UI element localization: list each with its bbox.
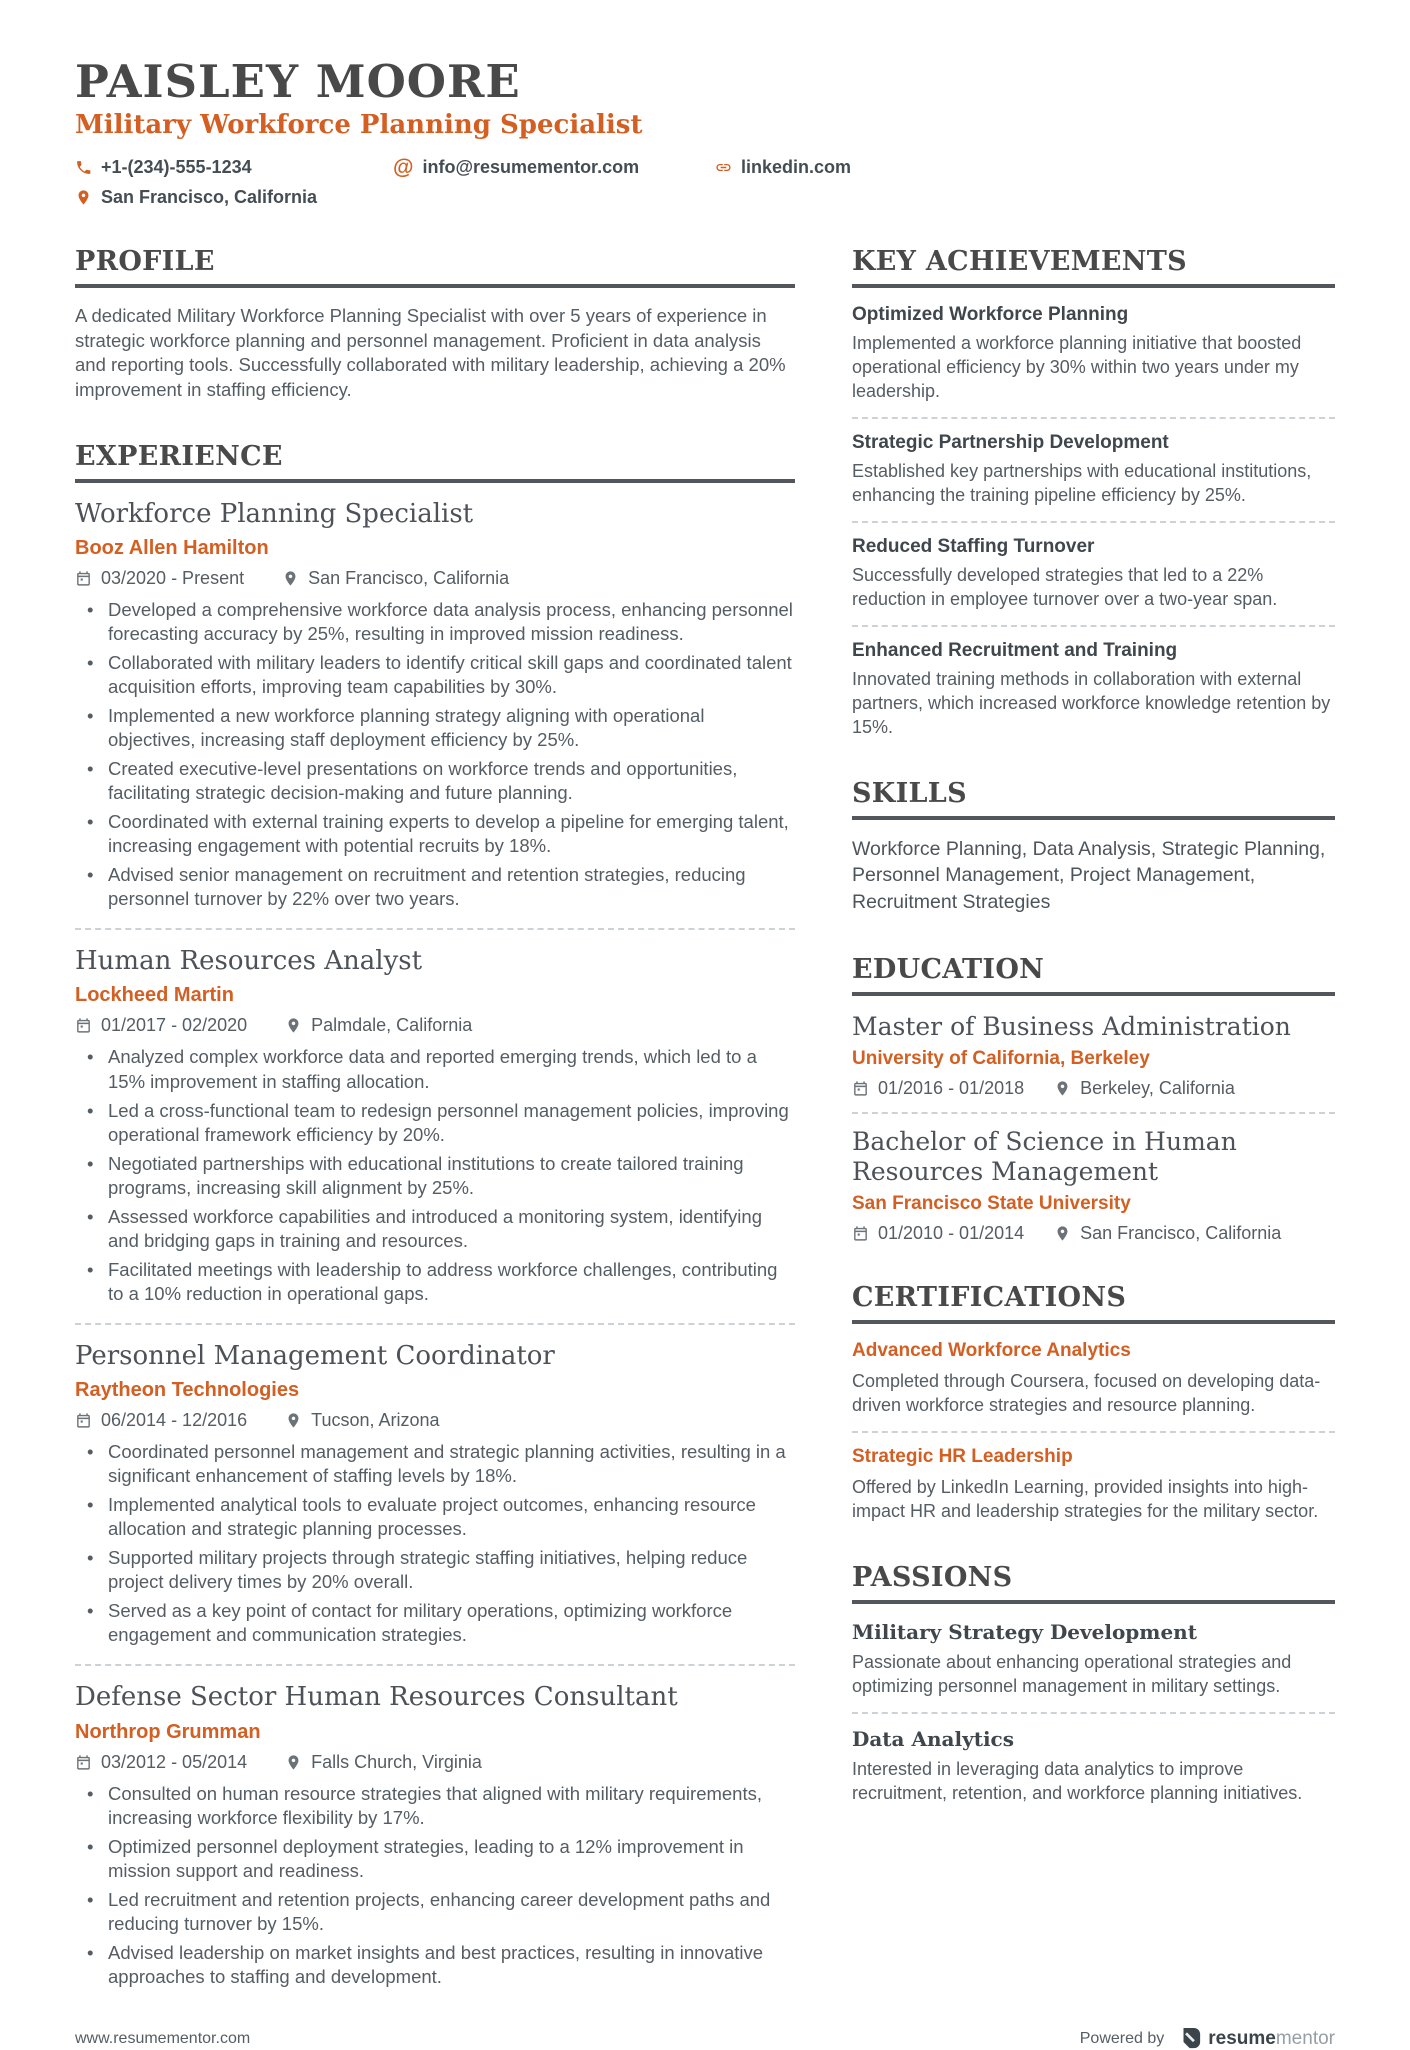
dashed-divider [852, 417, 1335, 419]
job-bullets [75, 1782, 795, 1989]
experience-entry [75, 1341, 795, 1648]
brand-logo[interactable] [1180, 2027, 1335, 2050]
profile-heading: PROFILE [75, 246, 795, 288]
passion-text: Interested in leveraging data analytics to improve recruitment, retention, and workforce planning initiatives. [852, 1758, 1303, 1803]
dashed-divider [75, 1323, 795, 1325]
calendar-icon [75, 570, 92, 587]
company-name: Booz Allen Hamilton [75, 536, 269, 559]
job-bullets [75, 598, 795, 912]
bullet-item: • Served as a key point of contact for military operations, optimizing workforce engagement and communication strategies. [75, 1599, 795, 1647]
bullet-item: • Implemented a new workforce planning strategy aligning with operational objectives, increasing staff deployment efficiency by 25%. [75, 704, 795, 752]
bullet-item: • Negotiated partnerships with educational institutions to create tailored training programs, increasing skill alignment by 25%. [75, 1152, 795, 1200]
location-pin-icon [285, 1017, 302, 1034]
bullet-item: • Consulted on human resource strategies that aligned with military requirements, increasing workforce flexibility by 17%. [75, 1782, 795, 1830]
job-location: Falls Church, Virginia [285, 1752, 482, 1773]
achievement-item [852, 536, 1335, 612]
achievement-title: Strategic Partnership Development [852, 431, 1169, 453]
dashed-divider [75, 928, 795, 930]
bullet-item: • Led a cross-functional team to redesign personnel management policies, improving operational framework efficiency by 20%. [75, 1099, 795, 1147]
bullet-item: • Implemented analytical tools to evaluate project outcomes, enhancing resource allocation and strategic planning processes. [75, 1493, 795, 1541]
school-name: San Francisco State University [852, 1193, 1131, 1215]
job-location: San Francisco, California [282, 568, 509, 589]
powered-by [1080, 2027, 1335, 2050]
bullet-item: • Advised leadership on market insights and best practices, resulting in innovative approaches to staffing and development. [75, 1941, 795, 1989]
experience-entry [75, 946, 795, 1306]
job-meta [75, 1752, 795, 1773]
location-pin-icon [1054, 1225, 1071, 1242]
job-dates: 03/2020 - Present [75, 568, 244, 589]
bullet-item: • Coordinated with external training experts to develop a pipeline for emerging talent, increasing engagement with potential recruits by 18%. [75, 810, 795, 858]
calendar-icon [852, 1080, 869, 1097]
achievement-item [852, 640, 1335, 740]
job-location: Tucson, Arizona [285, 1410, 439, 1431]
achievement-item [852, 432, 1335, 508]
profile-section [75, 246, 795, 402]
location-contact [75, 187, 1335, 208]
education-meta [852, 1223, 1335, 1244]
location-text: San Francisco, California [101, 187, 318, 208]
education-location: San Francisco, California [1054, 1223, 1281, 1244]
bullet-item: • Developed a comprehensive workforce data analysis process, enhancing personnel forecasting accuracy by 25%, resulting in improved mission readiness. [75, 598, 795, 646]
email-address: info@resumementor.com [422, 157, 640, 178]
certification-title: Strategic HR Leadership [852, 1446, 1073, 1468]
degree-title: Bachelor of Science in Human Resources Management [852, 1127, 1237, 1187]
achievement-title: Enhanced Recruitment and Training [852, 639, 1178, 661]
job-location: Palmdale, California [285, 1015, 472, 1036]
linkedin-text: linkedin.com [741, 157, 852, 178]
candidate-headline: Military Workforce Planning Specialist [75, 110, 643, 141]
bullet-item: • Assessed workforce capabilities and introduced a monitoring system, identifying and bridging gaps in training and resources. [75, 1205, 795, 1253]
brand-name-light: mentor [1275, 2027, 1335, 2049]
left-column [75, 246, 795, 2027]
candidate-name: PAISLEY MOORE [75, 55, 521, 108]
location-pin-icon [285, 1412, 302, 1429]
passion-item [852, 1620, 1335, 1699]
passion-title: Data Analytics [852, 1726, 1014, 1751]
dashed-divider [75, 1664, 795, 1666]
bullet-item: • Facilitated meetings with leadership to address workforce challenges, contributing to a 10% reduction in operational gaps. [75, 1258, 795, 1306]
achievement-text: Successfully developed strategies that led to a 22% reduction in employee turnover over a two-year span. [852, 564, 1278, 609]
certification-item [852, 1446, 1335, 1524]
company-name: Lockheed Martin [75, 984, 234, 1007]
certifications-section [852, 1282, 1335, 1524]
company-name: Northrop Grumman [75, 1720, 261, 1743]
dashed-divider [852, 625, 1335, 627]
linkedin-contact[interactable] [715, 157, 1335, 178]
skills-section [852, 778, 1335, 917]
brand-name-bold: resume [1208, 2027, 1276, 2049]
experience-heading: EXPERIENCE [75, 441, 795, 483]
header [75, 55, 1335, 208]
certifications-heading: CERTIFICATIONS [852, 1282, 1335, 1324]
school-name: University of California, Berkeley [852, 1048, 1150, 1070]
passions-heading: PASSIONS [852, 1562, 1335, 1604]
achievement-text: Innovated training methods in collaboration with external partners, which increased workforce knowledge retention by 15%. [852, 668, 1331, 737]
certification-item [852, 1340, 1335, 1418]
location-pin-icon [285, 1754, 302, 1771]
right-column [852, 246, 1335, 2027]
footer-website-link[interactable]: www.resumementor.com [75, 2029, 251, 2047]
degree-title: Master of Business Administration [852, 1012, 1291, 1042]
brand-mark-icon [1180, 2027, 1201, 2050]
passion-text: Passionate about enhancing operational strategies and optimizing personnel management in military settings. [852, 1651, 1292, 1696]
calendar-icon [75, 1412, 92, 1429]
bullet-item: • Supported military projects through strategic staffing initiatives, helping reduce project delivery times by 20% overall. [75, 1546, 795, 1594]
dashed-divider [852, 1431, 1335, 1433]
content-columns [75, 246, 1335, 2027]
bullet-item: • Advised senior management on recruitment and retention strategies, reducing personnel turnover by 22% over two years. [75, 863, 795, 911]
location-pin-icon [75, 189, 92, 206]
key-achievements-heading: KEY ACHIEVEMENTS [852, 246, 1335, 288]
job-meta [75, 1015, 795, 1036]
achievement-item [852, 304, 1335, 404]
job-meta [75, 568, 795, 589]
job-dates: 01/2017 - 02/2020 [75, 1015, 247, 1036]
education-heading: EDUCATION [852, 954, 1335, 996]
powered-by-label: Powered by [1079, 2029, 1165, 2047]
experience-section [75, 441, 795, 1990]
job-title: Defense Sector Human Resources Consultant [75, 1682, 678, 1713]
achievement-title: Reduced Staffing Turnover [852, 535, 1095, 557]
experience-entry [75, 1682, 795, 1989]
certification-text: Offered by LinkedIn Learning, provided insights into high-impact HR and leadership strategies for the military sector. [852, 1477, 1319, 1522]
achievement-text: Implemented a workforce planning initiative that boosted operational efficiency by 30% within two years under my leadership. [852, 333, 1302, 402]
passions-section [852, 1562, 1335, 1806]
certification-title: Advanced Workforce Analytics [852, 1340, 1131, 1362]
achievement-text: Established key partnerships with educational institutions, enhancing the training pipeline efficiency by 25%. [852, 460, 1312, 505]
calendar-icon [75, 1754, 92, 1771]
experience-entry [75, 499, 795, 912]
dashed-divider [852, 1112, 1335, 1114]
profile-text: A dedicated Military Workforce Planning Specialist with over 5 years of experience in strategic workforce planning and personnel management. Proficient in data analysis and reporting tools. Successfully collaborated with military leadership, achieving a 20% improvement in staffing efficiency. [75, 305, 786, 400]
education-dates: 01/2016 - 01/2018 [852, 1078, 1024, 1099]
key-achievements-section [852, 246, 1335, 739]
job-bullets [75, 1045, 795, 1305]
dashed-divider [852, 521, 1335, 523]
job-title: Workforce Planning Specialist [75, 498, 474, 529]
phone-contact[interactable] [75, 157, 393, 178]
skills-list: Workforce Planning, Data Analysis, Strategic Planning, Personnel Management, Project Management, Recruitment Strategies [852, 837, 1326, 914]
at-icon: @ [393, 156, 414, 180]
phone-number: +1-(234)-555-1234 [101, 157, 252, 178]
job-dates: 03/2012 - 05/2014 [75, 1752, 247, 1773]
job-title: Personnel Management Coordinator [75, 1340, 555, 1371]
footer [75, 2027, 1335, 2050]
education-section [852, 954, 1335, 1244]
achievement-title: Optimized Workforce Planning [852, 304, 1129, 326]
contact-info [75, 157, 1335, 208]
link-icon [715, 159, 732, 176]
location-pin-icon [282, 570, 299, 587]
dashed-divider [852, 1712, 1335, 1714]
bullet-item: • Created executive-level presentations on workforce trends and opportunities, facilitating strategic decision-making and future planning. [75, 757, 795, 805]
education-entry [852, 1127, 1335, 1244]
job-dates: 06/2014 - 12/2016 [75, 1410, 247, 1431]
bullet-item: • Analyzed complex workforce data and reported emerging trends, which led to a 15% improvement in staffing allocation. [75, 1045, 795, 1093]
bullet-item: • Coordinated personnel management and strategic planning activities, resulting in a significant enhancement of staffing levels by 18%. [75, 1440, 795, 1488]
education-dates: 01/2010 - 01/2014 [852, 1223, 1024, 1244]
skills-heading: SKILLS [852, 778, 1335, 820]
calendar-icon [75, 1017, 92, 1034]
email-contact[interactable] [393, 157, 715, 178]
job-title: Human Resources Analyst [75, 946, 423, 977]
phone-icon [75, 159, 92, 176]
job-meta [75, 1410, 795, 1431]
location-pin-icon [1054, 1080, 1071, 1097]
passion-item [852, 1727, 1335, 1806]
bullet-item: • Optimized personnel deployment strategies, leading to a 12% improvement in mission support and readiness. [75, 1835, 795, 1883]
company-name: Raytheon Technologies [75, 1379, 300, 1402]
education-location: Berkeley, California [1054, 1078, 1235, 1099]
bullet-item: • Collaborated with military leaders to identify critical skill gaps and coordinated talent acquisition efforts, improving team capabilities by 30%. [75, 651, 795, 699]
bullet-item: • Led recruitment and retention projects, enhancing career development paths and reducing turnover by 15%. [75, 1888, 795, 1936]
education-entry [852, 1012, 1335, 1099]
education-meta [852, 1078, 1335, 1099]
job-bullets [75, 1440, 795, 1647]
calendar-icon [852, 1225, 869, 1242]
certification-text: Completed through Coursera, focused on developing data-driven workforce strategies and resource planning. [852, 1371, 1321, 1416]
passion-title: Military Strategy Development [852, 1619, 1197, 1644]
